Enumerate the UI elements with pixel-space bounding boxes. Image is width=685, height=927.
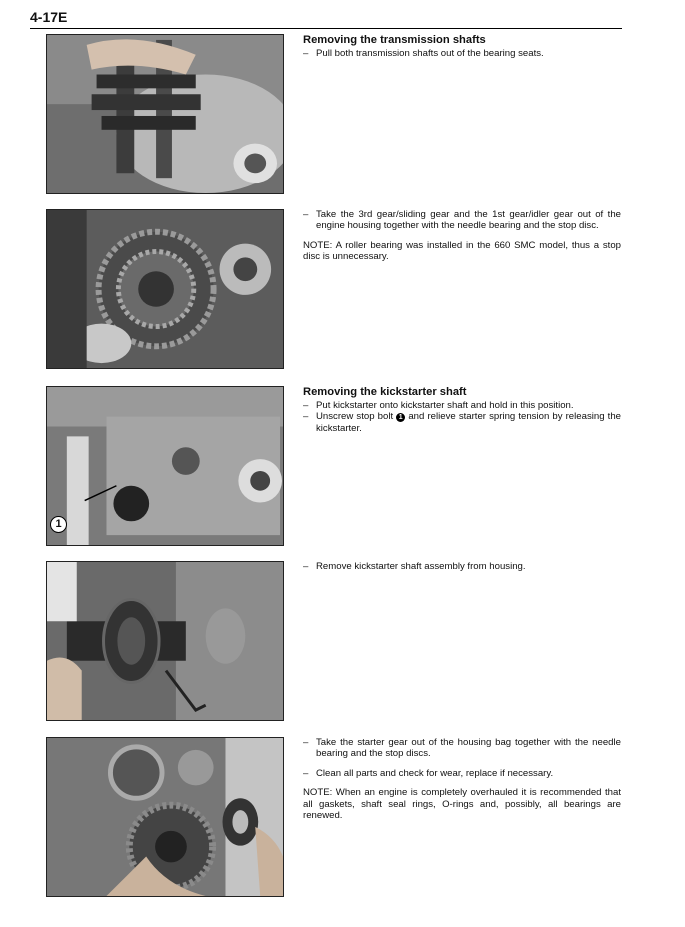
page-number: 4-17E	[30, 9, 68, 25]
instruction-step: – Clean all parts and check for wear, replace if necessary.	[303, 767, 554, 779]
instruction-step: – Take the starter gear out of the housing bag together with the needle bearing and the stop discs.	[303, 737, 621, 760]
instruction-step: – Pull both transmission shafts out of the bearing seats.	[303, 48, 544, 59]
section-kickstarter-shaft	[303, 561, 621, 572]
instruction-step: – Put kickstarter onto kickstarter shaft and hold in this position.	[303, 400, 574, 411]
page-header	[30, 10, 622, 29]
photo-starter-gear	[46, 737, 284, 897]
callout-marker: 1	[396, 413, 405, 422]
section-heading: Removing the transmission shafts	[303, 34, 486, 46]
instruction-step: – Unscrew stop bolt 1 and relieve starter spring tension by releasing the kickstarter.	[303, 411, 621, 434]
photo-gears	[46, 209, 284, 369]
instruction-step: – Remove kickstarter shaft assembly from housing.	[303, 561, 526, 572]
instruction-step: – Take the 3rd gear/sliding gear and the 1st gear/idler gear out of the engine housing together with the needle bearing and the stop disc.	[303, 209, 621, 232]
photo-transmission-shafts	[46, 34, 284, 194]
section-transmission-shafts	[303, 34, 621, 59]
section-kickstarter	[303, 386, 621, 434]
photo-kickstarter-shaft	[46, 561, 284, 721]
section-starter-gear	[303, 737, 621, 821]
note-text: NOTE: A roller bearing was installed in the 660 SMC model, thus a stop disc is unnecessary.	[303, 239, 621, 263]
section-gears	[303, 209, 621, 263]
photo-kickstarter	[46, 386, 284, 546]
note-text: NOTE: When an engine is completely overhauled it is recommended that all gaskets, shaft seal rings, O-rings and, possibly, all bearings are renewed.	[303, 787, 621, 822]
section-heading: Removing the kickstarter shaft	[303, 386, 467, 398]
callout-1: 1	[50, 516, 67, 533]
